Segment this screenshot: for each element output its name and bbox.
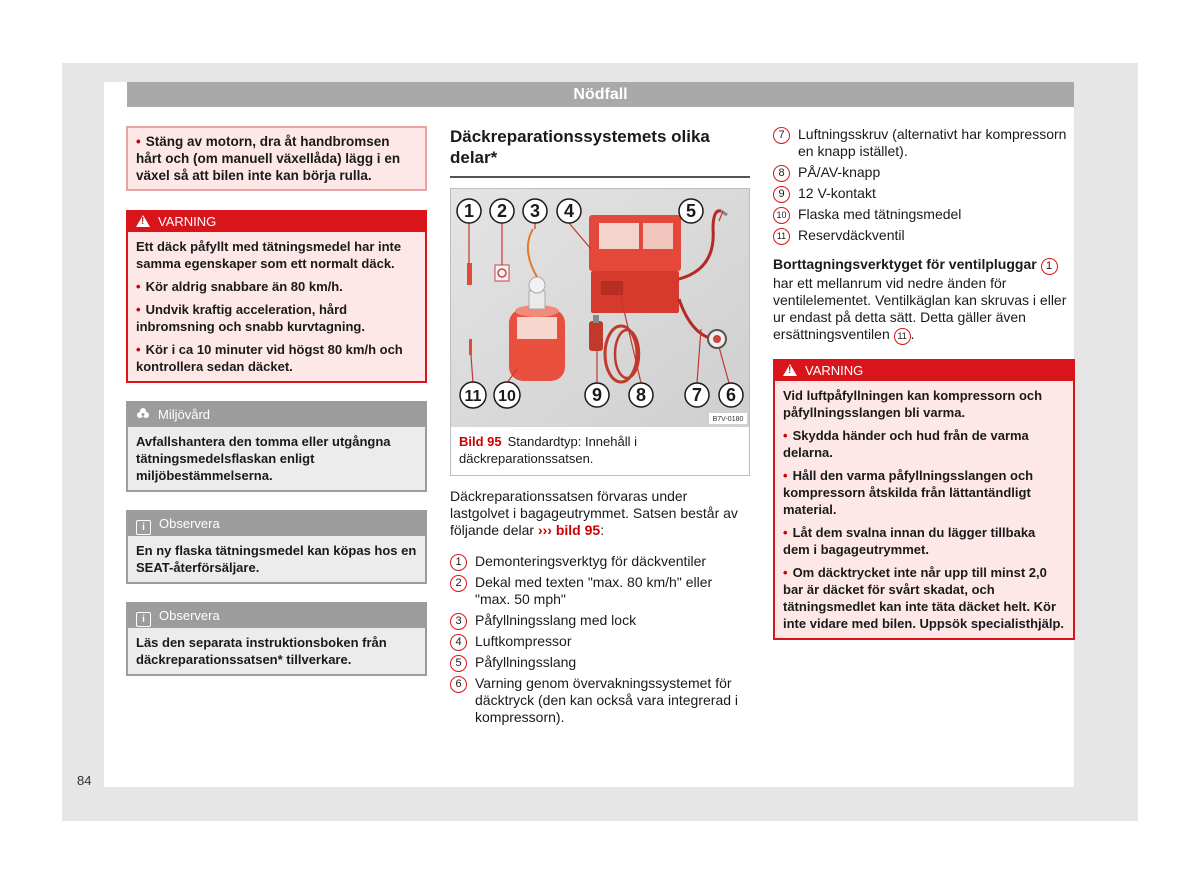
intro-end: : xyxy=(600,522,605,538)
number-badge: 2 xyxy=(450,575,467,592)
note-title: Observera xyxy=(159,608,220,623)
figure-caption-text: Standardtyp: Innehåll i däckreparationssatsen. xyxy=(459,434,637,466)
intro-paragraph xyxy=(450,488,750,539)
list-item xyxy=(450,612,750,629)
list-item xyxy=(450,654,750,671)
list-item xyxy=(450,574,750,608)
heading-rule xyxy=(450,176,750,178)
list-item-text: Demonteringsverktyg för däckventiler xyxy=(475,553,707,569)
number-badge: 8 xyxy=(773,165,790,182)
figure-code: B7V-0180 xyxy=(712,416,744,423)
number-badge: 9 xyxy=(773,186,790,203)
warning-intro: Ett däck påfyllt med tätningsmedel har inte samma egenskaper som ett normalt däck. xyxy=(136,239,402,271)
svg-text:3: 3 xyxy=(529,201,541,221)
list-item-text: Luftningsskruv (alternativt har kompressorn en knapp istället). xyxy=(798,126,1067,159)
list-item xyxy=(773,185,1075,202)
note-header xyxy=(128,604,425,628)
callout-4 xyxy=(557,199,581,223)
callout-6 xyxy=(719,383,743,407)
warning-box-left xyxy=(126,210,427,383)
figure-95 xyxy=(450,188,750,476)
environment-title: Miljövård xyxy=(158,407,211,422)
list-item xyxy=(773,126,1075,160)
environment-header xyxy=(128,403,425,427)
list-item-text: Reservdäckventil xyxy=(798,227,905,243)
svg-text:6: 6 xyxy=(725,385,737,405)
warning-bullet: • Skydda händer och hud från de varma delarna. xyxy=(783,427,1065,461)
warning-header xyxy=(775,361,1073,381)
warning-bullet: • Låt dem svalna innan du lägger tillbaka dem i bagageutrymmet. xyxy=(783,524,1065,558)
intro-text: Däckreparationssatsen förvaras under lastgolvet i bagageutrymmet. Satsen består av följande delar xyxy=(450,488,738,538)
intro-bullet: • Stäng av motorn, dra åt handbromsen hårt och (om manuell växellåda) lägg i en växel så att bilen inte kan börja rulla. xyxy=(136,133,417,184)
list-item-text: Flaska med tätningsmedel xyxy=(798,206,962,222)
callout-11 xyxy=(460,382,486,408)
number-badge: 11 xyxy=(894,328,911,345)
svg-text:2: 2 xyxy=(496,201,508,221)
parts-list-2 xyxy=(773,126,1075,244)
tool-title: Borttagningsverktyget för ventilpluggar xyxy=(773,256,1037,272)
list-item-text: Påfyllningsslang med lock xyxy=(475,612,637,628)
svg-text:8: 8 xyxy=(635,385,647,405)
tool-text: har ett mellanrum vid nedre änden för ventilelementet. Ventilkäglan kan skruvas i eller ur endast på detta sätt. Detta gäller även ersättningsventilen xyxy=(773,275,1067,342)
intro-bullet-box xyxy=(126,126,427,191)
callout-3 xyxy=(523,199,547,223)
warning-bullet: • Kör aldrig snabbare än 80 km/h. xyxy=(136,278,417,295)
environment-box xyxy=(126,401,427,492)
callout-9 xyxy=(585,383,609,407)
svg-text:4: 4 xyxy=(563,201,575,221)
warning-triangle-icon xyxy=(136,215,150,227)
section-heading: Däckreparationssystemets olika delar* xyxy=(450,127,710,167)
svg-text:10: 10 xyxy=(498,388,516,405)
tool-end: . xyxy=(910,326,915,342)
list-item xyxy=(450,675,750,726)
svg-text:9: 9 xyxy=(591,385,603,405)
callout-1 xyxy=(457,199,481,223)
number-badge: 11 xyxy=(773,228,790,245)
warning-title: VARNING xyxy=(805,363,864,378)
number-badge: 3 xyxy=(450,613,467,630)
note-body: Läs den separata instruktionsboken från däckreparationssatsen* tillverkare. xyxy=(136,635,387,667)
number-badge: 4 xyxy=(450,634,467,651)
warning-body xyxy=(775,381,1073,638)
number-badge: 7 xyxy=(773,127,790,144)
number-badge: 10 xyxy=(773,207,790,224)
number-badge: 1 xyxy=(450,554,467,571)
callout-7 xyxy=(685,383,709,407)
warning-bullet: • Kör i ca 10 minuter vid högst 80 km/h och kontrollera sedan däcket. xyxy=(136,341,417,375)
warning-box-right xyxy=(773,359,1075,640)
list-item-text: Dekal med texten "max. 80 km/h" eller "max. 50 mph" xyxy=(475,574,713,607)
list-item xyxy=(773,227,1075,244)
warning-bullet: • Undvik kraftig acceleration, hård inbromsning och snabb kurvtagning. xyxy=(136,301,417,335)
tool-paragraph xyxy=(773,256,1075,345)
list-item-text: PÅ/AV-knapp xyxy=(798,164,881,180)
callout-2 xyxy=(490,199,514,223)
column-right xyxy=(773,126,1075,640)
svg-text:11: 11 xyxy=(464,388,482,405)
warning-header xyxy=(128,212,425,232)
section-header: Nödfall xyxy=(127,82,1074,107)
note-box-2 xyxy=(126,602,427,676)
warning-title: VARNING xyxy=(158,214,217,229)
environment-body: Avfallshantera den tomma eller utgångna tätningsmedelsflaskan enligt miljöbestämmelserna. xyxy=(136,434,391,483)
list-item-text: 12 V-kontakt xyxy=(798,185,876,201)
repair-kit-image xyxy=(451,189,749,427)
figure-reference-link[interactable]: ››› bild 95 xyxy=(537,522,601,538)
figure-label: Bild 95 xyxy=(459,434,502,449)
warning-intro: Vid luftpåfyllningen kan kompressorn och påfyllningsslangen bli varma. xyxy=(783,388,1043,420)
info-icon: i xyxy=(136,612,151,627)
number-badge: 5 xyxy=(450,655,467,672)
leaf-icon xyxy=(136,407,150,421)
column-middle xyxy=(450,126,750,730)
list-item-text: Påfyllningsslang xyxy=(475,654,577,670)
figure-caption xyxy=(451,427,749,475)
callout-5 xyxy=(679,199,703,223)
page-number: 84 xyxy=(77,773,92,788)
list-item xyxy=(450,633,750,650)
svg-text:7: 7 xyxy=(691,385,703,405)
note-body: En ny flaska tätningsmedel kan köpas hos en SEAT-återförsäljare. xyxy=(136,543,417,575)
list-item-text: Luftkompressor xyxy=(475,633,572,649)
number-badge: 6 xyxy=(450,676,467,693)
list-item-text: Varning genom övervakningssystemet för däcktryck (den kan också vara integrerad i kompressorn). xyxy=(475,675,739,725)
list-item xyxy=(450,553,750,570)
note-title: Observera xyxy=(159,516,220,531)
list-item xyxy=(773,206,1075,223)
callout-10 xyxy=(494,382,520,408)
warning-bullet: • Om däcktrycket inte når upp till minst 2,0 bar är däcket för svårt skadat, och tätningsmedlet kan inte täta däcket helt. Kör inte vidare med bilen. Uppsök specialisthjälp. xyxy=(783,564,1065,632)
warning-triangle-icon xyxy=(783,364,797,376)
number-badge: 1 xyxy=(1041,258,1058,275)
svg-text:1: 1 xyxy=(463,201,475,221)
svg-text:5: 5 xyxy=(685,201,697,221)
list-item xyxy=(773,164,1075,181)
info-icon: i xyxy=(136,520,151,535)
callout-8 xyxy=(629,383,653,407)
warning-bullet: • Håll den varma påfyllningsslangen och kompressorn åtskilda från lättantändligt material. xyxy=(783,467,1065,518)
note-header xyxy=(128,512,425,536)
parts-list-1 xyxy=(450,553,750,726)
column-left xyxy=(126,126,427,676)
note-box-1 xyxy=(126,510,427,584)
warning-body xyxy=(128,232,425,381)
